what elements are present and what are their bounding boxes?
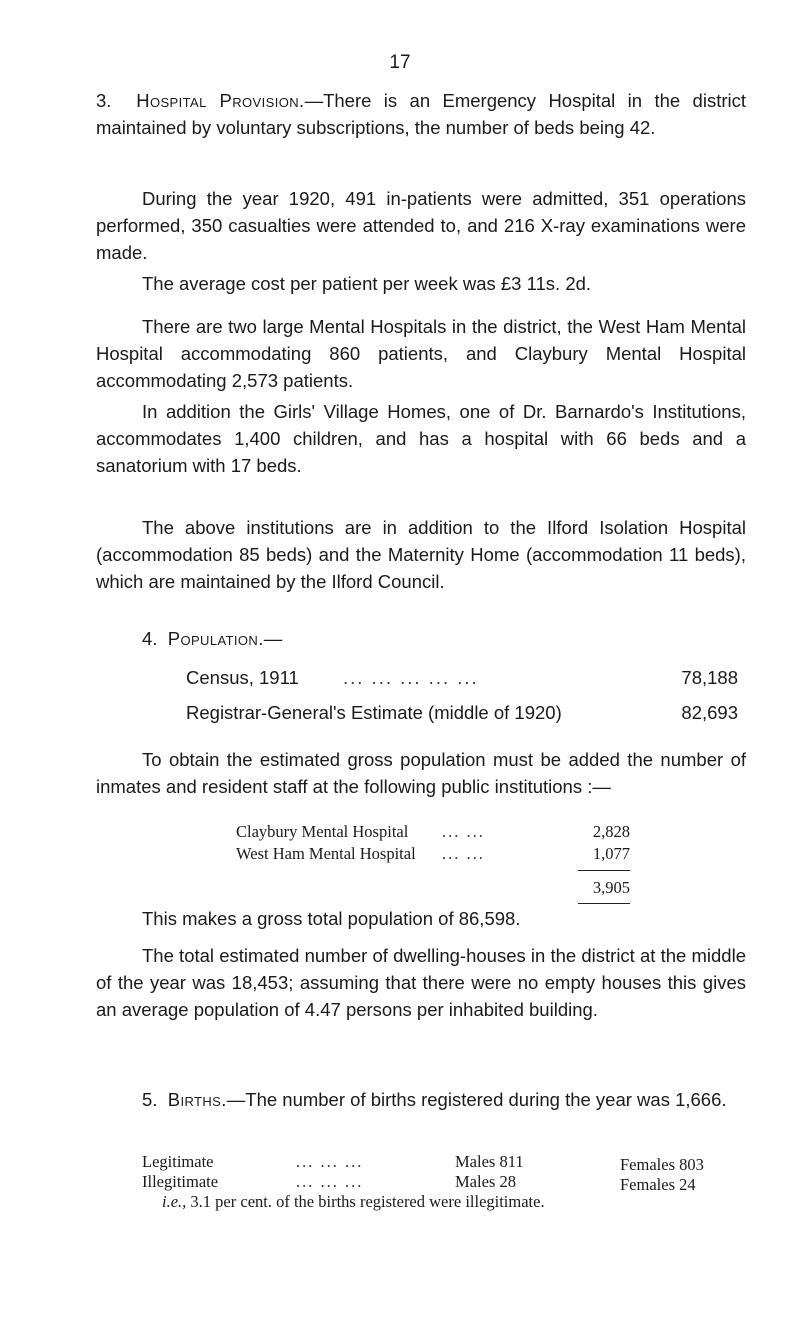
births-row-dots: ... ... ...	[296, 1152, 364, 1171]
estimate-label: Registrar-General's Estimate (middle of 1920)	[186, 702, 562, 723]
section-4-number: 4.	[142, 628, 158, 649]
births-row-males: Males 811	[455, 1152, 524, 1171]
section-3-heading: Hospital Provision.	[136, 90, 305, 111]
section-5-number: 5.	[142, 1089, 158, 1110]
paragraph-girls-village-homes: In addition the Girls' Village Homes, one of Dr. Barnardo's Institutions, accommodates 1,400 children, and has a hospital with 66 beds and a sanatorium with 17 beds.	[96, 401, 746, 476]
births-row-females: Females 24	[620, 1175, 696, 1194]
paragraph-gross-total: This makes a gross total population of 86,598.	[142, 908, 521, 929]
section-4-dash: —	[263, 628, 283, 649]
institution-name: Claybury Mental Hospital	[236, 822, 409, 841]
births-note-ie: i.e.,	[162, 1192, 187, 1211]
births-row-males: Males 28	[455, 1172, 516, 1191]
births-row-females: Females 803	[620, 1155, 704, 1174]
institutions-total: 3,905	[592, 878, 630, 897]
census-dots: ... ... ... ... ...	[343, 667, 479, 688]
page-number: 17	[389, 52, 411, 73]
census-label: Census, 1911	[186, 667, 299, 688]
estimate-value: 82,693	[681, 702, 738, 723]
paragraph-above-institutions: The above institutions are in addition to the Ilford Isolation Hospital (accommodation 85 beds) and the Maternity Home (accommodation 11 beds), which are maintained by the Ilford Council.	[96, 517, 746, 592]
section-4-heading: Population.	[167, 628, 264, 649]
sum-rule-bottom	[578, 903, 630, 904]
section-5-heading: Births.	[167, 1089, 227, 1110]
paragraph-1920-statistics: During the year 1920, 491 in-patients were admitted, 351 operations performed, 350 casualties were attended to, and 216 X-ray examinations were made.	[96, 188, 746, 263]
institution-dots: ... ...	[442, 822, 485, 841]
institution-value: 1,077	[592, 844, 630, 863]
institution-value: 2,828	[592, 822, 630, 841]
births-note	[162, 1192, 545, 1212]
births-note-text: 3.1 per cent. of the births registered were illegitimate.	[190, 1192, 545, 1211]
paragraph-average-cost: The average cost per patient per week was £3 11s. 2d.	[142, 273, 592, 294]
section-3-number: 3.	[96, 90, 112, 111]
census-value: 78,188	[681, 667, 738, 688]
institution-dots: ... ...	[442, 844, 485, 863]
paragraph-dwelling-houses: The total estimated number of dwelling-houses in the district at the middle of the year was 18,453; assuming that there were no empty houses this gives an average population of 4.47 persons per inhabited building.	[96, 945, 746, 1020]
births-row-label: Legitimate	[142, 1152, 214, 1171]
section-3-text: —There is an Emergency Hospital in the district maintained by voluntary subscriptions, the number of beds being 42.	[96, 90, 747, 138]
births-row-dots: ... ... ...	[296, 1172, 364, 1191]
births-row-label: Illegitimate	[142, 1172, 219, 1191]
paragraph-mental-hospitals: There are two large Mental Hospitals in the district, the West Ham Mental Hospital accommodating 860 patients, and Claybury Mental Hospital accommodating 2,573 patients.	[96, 316, 746, 391]
section-5-text: —The number of births registered during the year was 1,666.	[226, 1089, 727, 1110]
sum-rule-top	[578, 870, 630, 871]
section-3-paragraph	[96, 87, 746, 141]
section-4-heading-line	[142, 628, 282, 650]
institution-name: West Ham Mental Hospital	[236, 844, 416, 863]
section-5-paragraph	[96, 1086, 746, 1113]
paragraph-obtain-gross: To obtain the estimated gross population must be added the number of inmates and resident staff at the following public institutions :—	[96, 749, 746, 797]
